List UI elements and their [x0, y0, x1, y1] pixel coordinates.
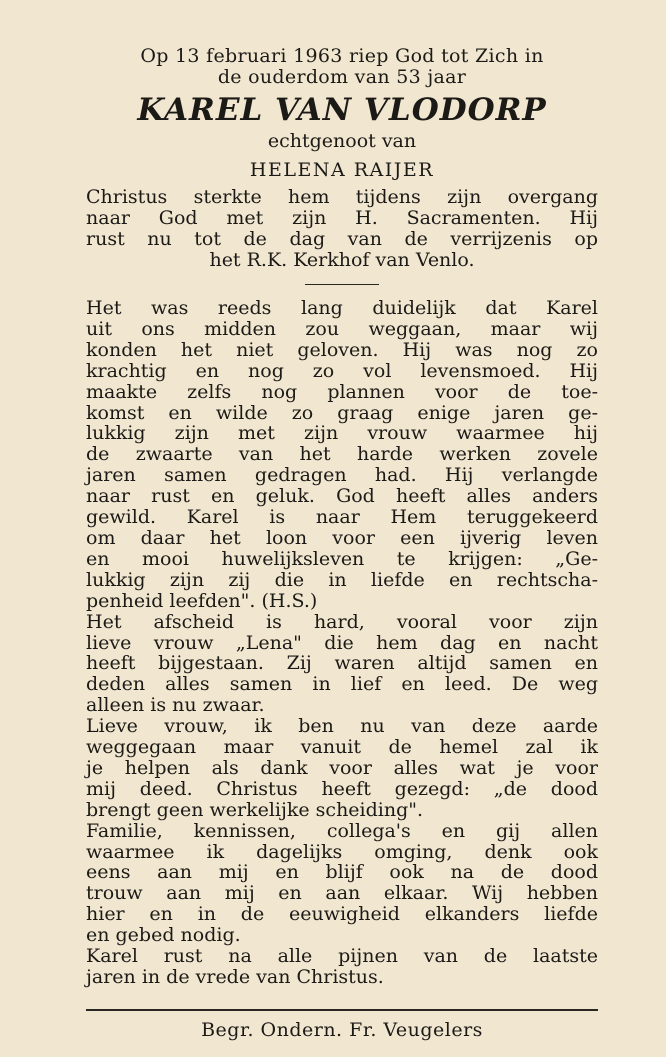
undertaker-credit: Begr. Ondern. Fr. Veugelers — [201, 1019, 483, 1041]
text-line: maakte zelfs nog plannen voor de toe- — [86, 380, 598, 403]
text-line: je helpen als dank voor alles wat je voor — [86, 756, 598, 779]
text-line: eens aan mij en blijf ook na de dood — [86, 861, 598, 884]
spouse-label: echtgenoot van — [267, 130, 417, 152]
text-line: alleen is nu zwaar. — [86, 694, 265, 717]
burial-line: het R.K. Kerkhof van Venlo. — [209, 249, 475, 271]
memorial-text — [86, 298, 598, 988]
text-line: de zwaarte van het harde werken zovele — [86, 443, 598, 466]
text-line: konden het niet geloven. Hij was nog zo — [86, 338, 598, 361]
text-line: uit ons midden zou weggaan, maar wij — [86, 317, 598, 340]
text-line: Het was reeds lang duidelijk dat Karel — [86, 297, 598, 319]
text-line: lukkig zijn zij die in liefde en rechtscha- — [86, 568, 598, 591]
text-line: Karel rust na alle pijnen van de laatste — [86, 945, 598, 968]
footer-rule — [86, 1009, 598, 1011]
intro-line: Op 13 februari 1963 riep God tot Zich in — [140, 45, 544, 67]
deceased-name: KAREL VAN VLODORP — [137, 92, 547, 128]
text-line: naar rust en geluk. God heeft alles anders — [86, 485, 598, 508]
text-line: krachtig en nog zo vol levensmoed. Hij — [86, 359, 598, 382]
card-content — [86, 46, 598, 988]
burial-line: naar God met zijn H. Sacramenten. Hij — [86, 207, 598, 229]
text-line: jaren in de vrede van Christus. — [86, 966, 384, 988]
text-line: penheid leefden". (H.S.) — [86, 589, 318, 612]
text-line: en gebed nodig. — [86, 924, 241, 947]
text-line: weggegaan maar vanuit de hemel zal ik — [86, 736, 598, 759]
text-line: lukkig zijn met zijn vrouw waarmee hij — [86, 422, 598, 445]
text-line: brengt geen werkelijke scheiding". — [86, 798, 424, 821]
spouse-name: HELENA RAIJER — [249, 159, 435, 181]
text-line: Familie, kennissen, collega's en gij allen — [86, 819, 598, 842]
intro-line: de ouderdom van 53 jaar — [217, 66, 467, 88]
text-line: trouw aan mij en aan elkaar. Wij hebben — [86, 882, 598, 905]
text-line: Lieve vrouw, ik ben nu van deze aarde — [86, 715, 598, 738]
burial-line: Christus sterkte hem tijdens zijn overgang — [86, 186, 598, 208]
burial-line: rust nu tot de dag van de verrijzenis op — [86, 228, 598, 250]
text-line: hier en in de eeuwigheid elkanders liefde — [86, 903, 598, 926]
text-line: lieve vrouw „Lena" die hem dag en nacht — [86, 631, 598, 654]
separator-rule — [305, 284, 379, 285]
intro-text — [86, 46, 598, 88]
text-line: Het afscheid is hard, vooral voor zijn — [86, 610, 598, 633]
text-line: deden alles samen in lief en leed. De weg — [86, 673, 598, 696]
text-line: jaren samen gedragen had. Hij verlangde — [86, 464, 598, 487]
text-line: en mooi huwelijksleven te krijgen: „Ge- — [86, 547, 598, 570]
text-line: om daar het loon voor een ijverig leven — [86, 526, 598, 549]
text-line: mij deed. Christus heeft gezegd: „de dood — [86, 777, 598, 800]
text-line: gewild. Karel is naar Hem teruggekeerd — [86, 506, 598, 529]
text-line: waarmee ik dagelijks omging, denk ook — [86, 840, 598, 863]
text-line: komst en wilde zo graag enige jaren ge- — [86, 401, 598, 424]
burial-text — [86, 187, 598, 271]
text-line: heeft bijgestaan. Zij waren altijd samen en — [86, 652, 598, 675]
